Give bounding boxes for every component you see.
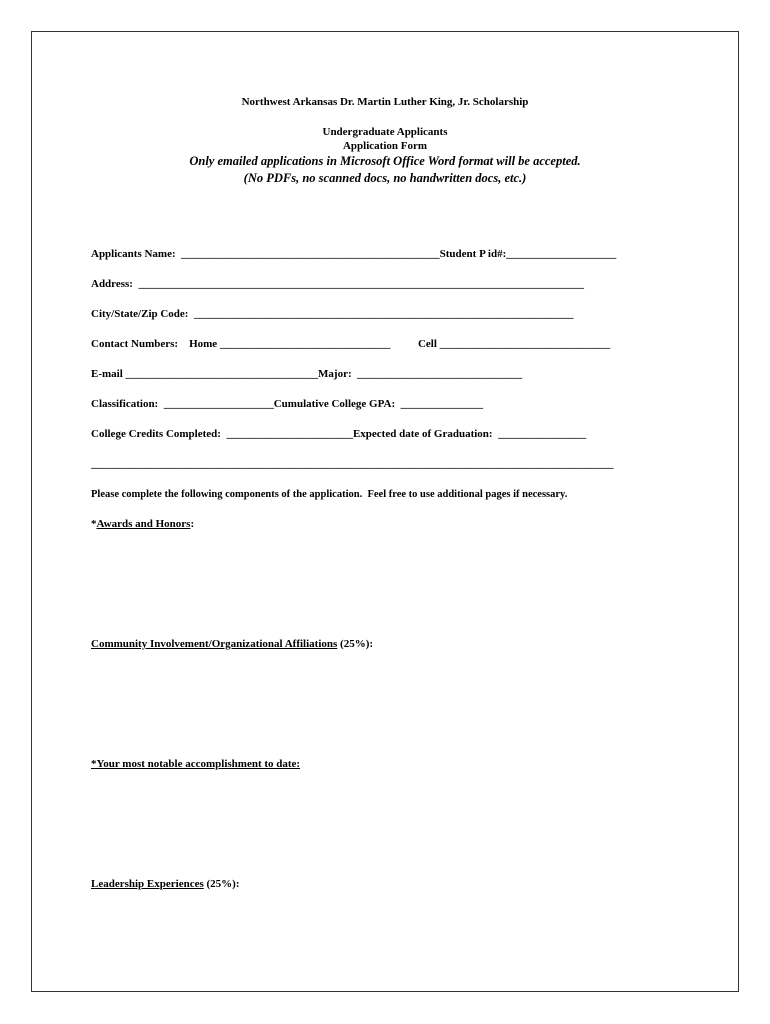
accomplishment-heading: *Your most notable accomplishment to date: <box>91 758 301 770</box>
contact-row <box>91 338 610 351</box>
classification-field[interactable]: ____________________ <box>163 398 274 410</box>
form-title: Northwest Arkansas Dr. Martin Luther King, Jr. Scholarship <box>241 96 529 108</box>
classification-row <box>91 398 483 411</box>
email-row <box>91 368 522 381</box>
applicant-name-row <box>91 248 616 261</box>
gpa-field[interactable]: _______________ <box>400 398 484 410</box>
classification-label: Classification: <box>91 398 159 410</box>
cell-label: Cell <box>417 338 437 350</box>
applicant-name-label: Applicants Name: <box>91 248 176 260</box>
major-field[interactable]: ______________________________ <box>357 368 523 380</box>
graduation-field[interactable]: ________________ <box>498 428 587 440</box>
leadership-weight: (25%): <box>203 878 240 890</box>
home-label: Home <box>189 338 218 350</box>
instructions-text: Please complete the following components of the application. Feel free to use additional pages if necessary. <box>91 489 568 500</box>
student-id-field[interactable]: ____________________ <box>506 248 617 260</box>
awards-required-marker: * <box>91 518 97 530</box>
leadership-label: Leadership Experiences <box>91 878 204 890</box>
home-phone-field[interactable]: _______________________________ <box>219 338 391 350</box>
gpa-label: Cumulative College GPA: <box>273 398 396 410</box>
email-field[interactable]: ___________________________________ <box>125 368 319 380</box>
contact-label: Contact Numbers: <box>91 338 179 350</box>
format-notice: Only emailed applications in Microsoft Office Word format will be accepted. <box>189 154 581 168</box>
city-row <box>91 308 573 321</box>
address-field[interactable]: _________________________________________________________________________________ <box>138 278 584 290</box>
form-subtitle-application: Application Form <box>342 140 428 152</box>
awards-colon: : <box>190 518 195 530</box>
student-id-label: Student P id#: <box>439 248 507 260</box>
city-field[interactable]: _____________________________________________________________________ <box>193 308 574 320</box>
awards-heading <box>91 518 194 531</box>
applicant-name-field[interactable]: _______________________________________________ <box>181 248 440 260</box>
format-notice-exclusions: (No PDFs, no scanned docs, no handwritten docs, etc.) <box>243 171 527 185</box>
cell-phone-field[interactable]: _______________________________ <box>439 338 611 350</box>
form-subtitle-applicants: Undergraduate Applicants <box>322 126 448 138</box>
leadership-heading <box>91 878 240 891</box>
separator-line: _______________________________________________________________________________________________ <box>91 458 614 470</box>
community-heading <box>91 638 373 651</box>
address-row <box>91 278 584 291</box>
major-label: Major: <box>318 368 352 380</box>
awards-label: Awards and Honors <box>96 518 191 530</box>
city-label: City/State/Zip Code: <box>91 308 189 320</box>
community-label: Community Involvement/Organizational Affiliations <box>91 638 338 650</box>
address-label: Address: <box>91 278 133 290</box>
credits-label: College Credits Completed: <box>91 428 221 440</box>
credits-field[interactable]: _______________________ <box>226 428 353 440</box>
community-weight: (25%): <box>337 638 374 650</box>
graduation-label: Expected date of Graduation: <box>352 428 493 440</box>
email-label: E-mail <box>91 368 123 380</box>
document-page <box>31 31 739 992</box>
credits-row <box>91 428 586 441</box>
